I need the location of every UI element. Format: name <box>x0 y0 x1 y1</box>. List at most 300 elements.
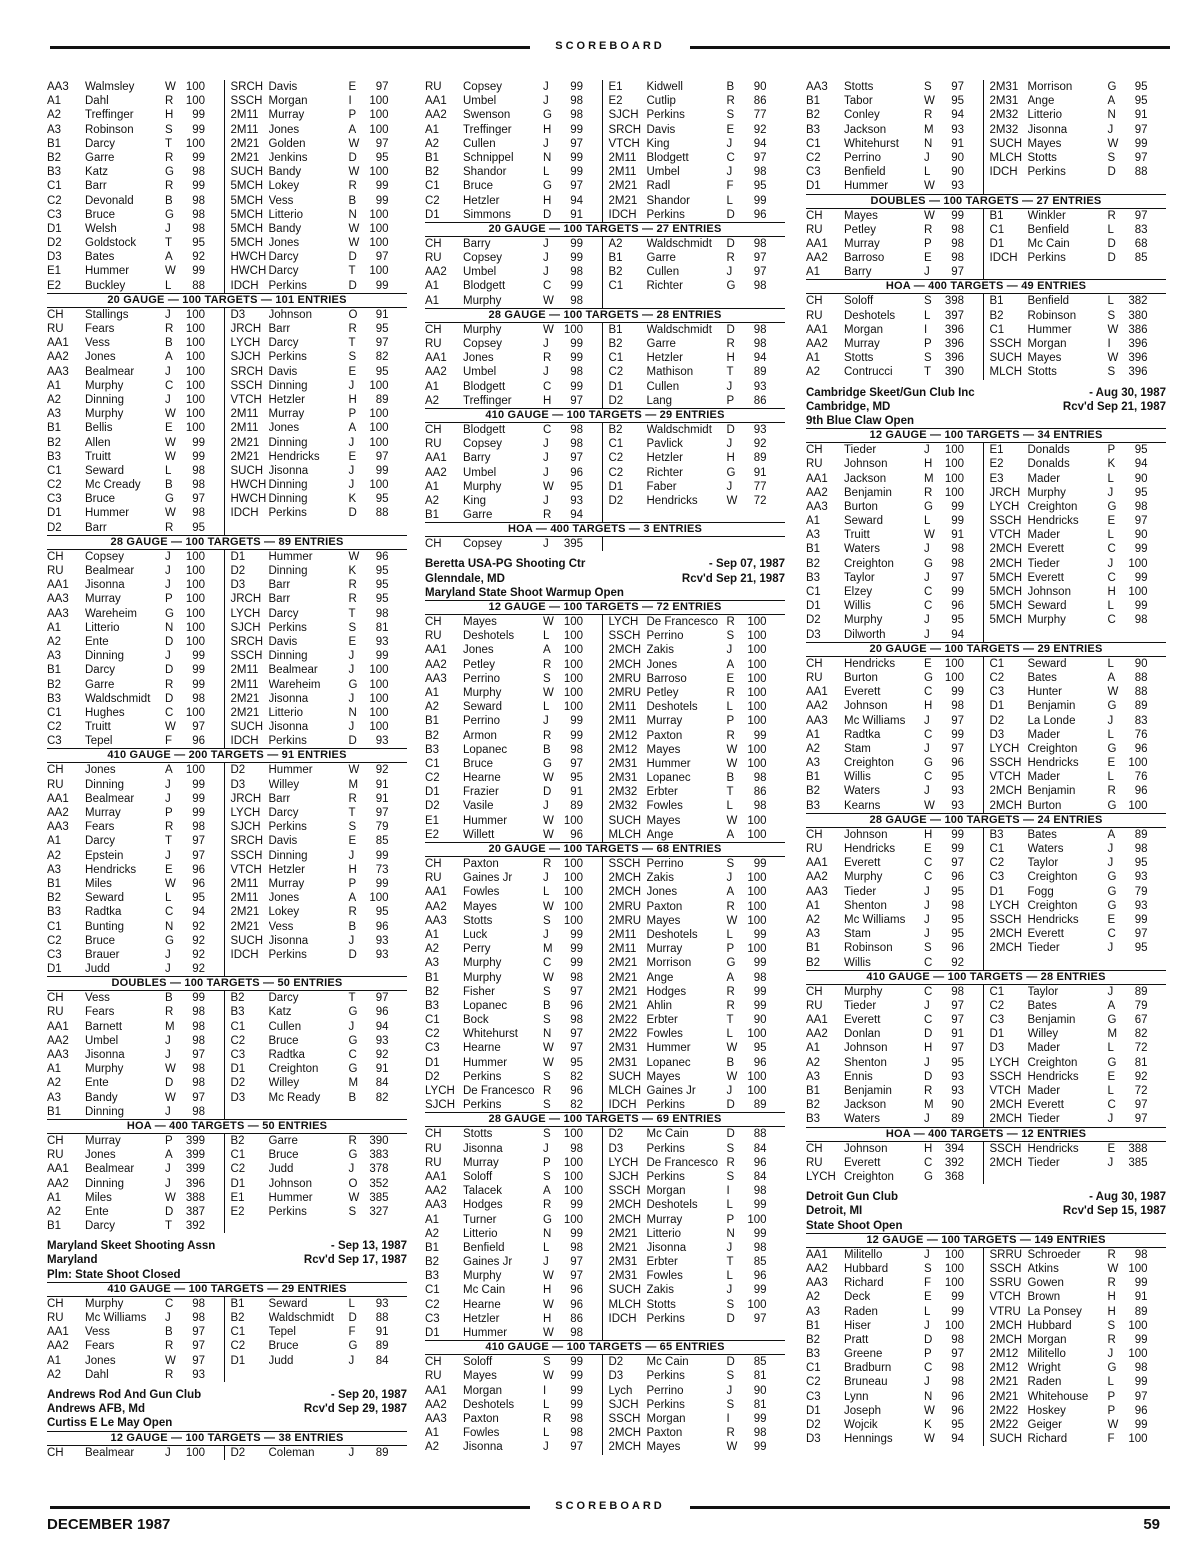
class-code: IDCH <box>608 208 637 221</box>
shooter-initial: J <box>543 366 549 379</box>
shooter-name: Perkins <box>1027 166 1066 179</box>
result-row <box>231 877 408 891</box>
class-code: E1 <box>989 444 1004 457</box>
class-code: AA2 <box>806 700 828 713</box>
meet-line-2 <box>47 1402 407 1416</box>
class-code: SSCH <box>230 650 263 663</box>
score: 99 <box>570 81 583 93</box>
shooter-initial: P <box>1107 1404 1116 1417</box>
class-code: 5MCH <box>230 222 264 235</box>
result-row <box>609 828 786 842</box>
result-row <box>609 757 786 771</box>
class-code: B1 <box>230 1297 245 1310</box>
shooter-initial: C <box>543 957 552 970</box>
result-row <box>425 80 602 94</box>
class-code: AA1 <box>425 452 447 465</box>
result-row <box>609 914 786 928</box>
results-table <box>806 1248 1166 1447</box>
result-row <box>990 1027 1167 1041</box>
class-code: A2 <box>425 394 440 407</box>
shooter-name: Brown <box>1027 1291 1061 1304</box>
shooter-initial: L <box>543 166 550 179</box>
shooter-name: Radtka <box>844 728 881 741</box>
results-left <box>806 443 983 642</box>
meet-place: Detroit, MI <box>806 1205 863 1218</box>
class-code: 2M32 <box>989 109 1019 122</box>
shooter-initial: B <box>543 999 551 1012</box>
class-code: SJCH <box>608 1398 639 1411</box>
class-code: SJCH <box>230 821 261 834</box>
result-row <box>47 236 224 250</box>
shooter-initial: J <box>924 571 930 584</box>
score: 97 <box>951 714 964 727</box>
class-code: 2M21 <box>230 450 260 463</box>
shooter-initial: T <box>348 337 356 350</box>
shooter-name: Perkins <box>268 279 307 292</box>
shooter-name: Barry <box>844 266 872 279</box>
class-code: B1 <box>806 1085 821 1098</box>
class-code: 2MRU <box>608 686 642 699</box>
result-row <box>425 629 602 643</box>
shooter-initial: W <box>165 408 176 421</box>
class-code: E2 <box>989 458 1004 471</box>
result-row <box>990 1390 1167 1404</box>
class-code: AA2 <box>806 486 828 499</box>
shooter-name: Greene <box>844 1348 883 1361</box>
shooter-initial: H <box>348 863 357 876</box>
shooter-initial: L <box>1107 223 1114 236</box>
class-code: AA2 <box>47 807 69 819</box>
score: 93 <box>192 1368 205 1381</box>
result-row <box>425 437 602 451</box>
result-row <box>806 799 983 813</box>
score: 91 <box>375 792 389 805</box>
result-row <box>47 806 224 820</box>
shooter-initial: A <box>348 422 357 435</box>
result-row <box>990 542 1167 556</box>
score: 90 <box>951 1099 964 1112</box>
results-left <box>806 1248 983 1447</box>
shooter-name: Gaines Jr <box>646 1085 696 1098</box>
class-code: RU <box>425 338 442 350</box>
class-code: 2MCH <box>989 557 1023 570</box>
shooter-initial: S <box>543 1014 551 1027</box>
class-code: A1 <box>425 1427 440 1440</box>
event-header: 12 GAUGE — 100 TARGETS — 72 ENTRIES <box>425 600 785 615</box>
shooter-name: Seward <box>268 1297 308 1310</box>
shooter-initial: W <box>924 1433 935 1446</box>
result-row <box>806 365 983 379</box>
shooter-initial: L <box>1107 472 1114 485</box>
score: 97 <box>192 1326 205 1339</box>
score: 93 <box>375 934 389 947</box>
result-row <box>425 165 602 179</box>
class-code: E1 <box>425 814 440 827</box>
shooter-name: Murray <box>463 1156 499 1169</box>
score: 99 <box>192 792 205 805</box>
result-row <box>609 337 786 351</box>
class-code: D2 <box>230 565 246 577</box>
class-code: 2M31 <box>608 1056 638 1069</box>
score: 98 <box>1134 1248 1148 1261</box>
shooter-initial: R <box>348 792 357 805</box>
score: 97 <box>375 992 389 1005</box>
score: 98 <box>753 971 767 984</box>
class-code: C2 <box>230 1340 246 1353</box>
class-code: C1 <box>230 1149 246 1162</box>
shooter-initial: E <box>348 635 357 648</box>
shooter-name: Benfield <box>1027 295 1070 308</box>
result-row <box>231 863 408 877</box>
shooter-initial: E <box>726 123 735 136</box>
shooter-initial: R <box>1107 785 1116 798</box>
shooter-name: Murphy <box>1027 486 1066 499</box>
result-row <box>990 123 1167 137</box>
shooter-initial: P <box>348 877 357 890</box>
score: 89 <box>951 1113 964 1126</box>
results-table <box>806 443 1166 642</box>
score: 98 <box>192 222 205 235</box>
result-row <box>609 857 786 871</box>
class-code: A3 <box>806 1070 821 1083</box>
shooter-initial: B <box>348 1091 357 1104</box>
result-row <box>806 151 983 165</box>
shooter-name: Deshotels <box>646 928 698 941</box>
score: 98 <box>570 1014 583 1027</box>
shooter-initial: R <box>543 1412 552 1425</box>
shooter-name: Perkins <box>268 1205 307 1218</box>
score: 97 <box>570 1256 583 1269</box>
score: 96 <box>1134 742 1148 755</box>
shooter-name: Creighton <box>844 1170 894 1183</box>
score: 97 <box>753 266 767 279</box>
result-row <box>425 700 602 714</box>
score: 97 <box>951 81 964 93</box>
shooter-initial: B <box>165 992 173 1005</box>
class-code: A1 <box>425 686 440 699</box>
shooter-name: Wojcik <box>844 1419 878 1432</box>
shooter-name: Mayes <box>1027 137 1062 150</box>
result-row <box>231 692 408 706</box>
shooter-initial: G <box>165 208 174 221</box>
score: 100 <box>944 458 964 471</box>
result-row <box>806 209 983 223</box>
class-code: 2M21 <box>230 906 260 919</box>
class-code: B1 <box>47 664 62 677</box>
shooter-name: Whitehouse <box>1027 1390 1089 1403</box>
score: 95 <box>192 237 205 250</box>
result-row <box>806 1248 983 1262</box>
result-row <box>806 599 983 613</box>
shooter-initial: J <box>543 438 549 451</box>
result-row <box>609 1213 786 1227</box>
score: 97 <box>951 857 964 870</box>
shooter-name: Zakis <box>646 872 674 885</box>
score: 97 <box>570 452 583 465</box>
class-code: C1 <box>989 323 1005 336</box>
class-code: 2M11 <box>230 892 259 905</box>
shooter-initial: H <box>726 352 735 365</box>
result-row <box>231 734 408 748</box>
shooter-initial: S <box>165 123 173 136</box>
shooter-name: Dinning <box>268 379 308 392</box>
shooter-name: Murray <box>85 807 121 819</box>
class-code: D1 <box>425 208 440 221</box>
shooter-name: Donalds <box>1027 458 1070 471</box>
shooter-initial: W <box>726 1042 738 1055</box>
shooter-initial: T <box>924 366 932 379</box>
result-row <box>47 1368 224 1382</box>
result-row <box>47 820 224 834</box>
score: 100 <box>185 706 205 719</box>
class-code: D2 <box>608 1128 624 1141</box>
class-code: A1 <box>425 294 440 307</box>
shooter-name: De Francesco <box>463 1085 535 1098</box>
shooter-name: Jenkins <box>268 151 308 164</box>
result-row <box>806 1013 983 1027</box>
result-row <box>231 778 408 792</box>
class-code: AA2 <box>806 871 828 884</box>
class-code: B1 <box>806 942 821 955</box>
shooter-initial: L <box>1107 657 1114 670</box>
class-code: 2MCH <box>989 1333 1023 1346</box>
shooter-initial: D <box>726 237 735 250</box>
shooter-initial: J <box>165 579 171 592</box>
result-row <box>990 941 1167 955</box>
shooter-initial: J <box>543 494 549 507</box>
class-code: CH <box>425 423 442 436</box>
shooter-name: Perkins <box>268 621 307 634</box>
result-row <box>231 849 408 863</box>
score: 99 <box>753 729 767 742</box>
shooter-initial: W <box>1107 352 1119 365</box>
shooter-name: Jones <box>85 764 116 777</box>
shooter-initial: S <box>543 1099 551 1112</box>
score: 88 <box>375 507 389 520</box>
shooter-initial: J <box>165 1049 171 1061</box>
shooter-initial: W <box>1107 686 1119 699</box>
shooter-name: Lang <box>646 394 673 407</box>
shooter-name: Hodges <box>646 985 687 998</box>
class-code: A2 <box>425 943 440 956</box>
shooter-name: Perkins <box>1027 252 1066 265</box>
shooter-name: Barroso <box>844 252 885 265</box>
result-row <box>47 1134 224 1148</box>
shooter-initial: J <box>543 1142 549 1155</box>
result-row <box>425 108 602 122</box>
shooter-name: Tieder <box>1027 942 1060 955</box>
class-code: D2 <box>425 800 440 813</box>
shooter-initial: J <box>165 849 171 862</box>
shooter-initial: W <box>543 480 554 493</box>
score: 89 <box>753 452 767 465</box>
class-code: AA2 <box>425 900 447 913</box>
shooter-initial: H <box>543 123 552 136</box>
score: 98 <box>192 1312 205 1325</box>
meet-date: - Aug 30, 1987 <box>1089 1191 1166 1204</box>
class-code: D1 <box>989 885 1005 898</box>
class-code: D1 <box>230 550 246 563</box>
result-row <box>609 672 786 686</box>
result-row <box>47 393 224 407</box>
class-code: 2M21 <box>230 692 260 705</box>
results-table <box>806 80 1166 194</box>
shooter-name: Barr <box>268 792 291 805</box>
score: 97 <box>951 1042 964 1055</box>
class-code: 2MRU <box>608 914 642 927</box>
shooter-name: Dinning <box>85 1177 124 1190</box>
shooter-name: Mayes <box>844 209 878 222</box>
class-code: MLCH <box>989 366 1023 379</box>
score: 99 <box>192 180 205 193</box>
score: 100 <box>747 828 767 841</box>
result-row <box>47 792 224 806</box>
results-left <box>806 209 983 280</box>
shooter-initial: R <box>348 1134 357 1147</box>
class-code: C3 <box>47 493 62 506</box>
class-code: 2MCH <box>608 1427 642 1440</box>
class-code: AA2 <box>425 466 447 479</box>
result-row <box>990 671 1167 685</box>
class-code: HWCH <box>230 265 267 278</box>
result-row <box>47 1162 224 1176</box>
result-row <box>990 165 1167 179</box>
shooter-initial: S <box>924 942 932 955</box>
result-row <box>990 251 1167 265</box>
result-row <box>806 1290 983 1304</box>
result-row <box>231 1034 408 1048</box>
result-row <box>806 294 983 308</box>
shooter-initial: W <box>543 1370 554 1383</box>
class-code: C3 <box>47 735 62 748</box>
results-table <box>425 615 785 842</box>
meet-line-1 <box>806 386 1166 400</box>
class-code: AA1 <box>47 1163 69 1176</box>
class-code: C1 <box>608 280 624 293</box>
shooter-name: Radl <box>646 180 671 193</box>
class-code: B2 <box>47 678 62 691</box>
result-row <box>425 480 602 494</box>
results-table <box>47 550 407 749</box>
shooter-name: Hendricks <box>1027 1142 1079 1155</box>
results-right <box>602 1355 786 1454</box>
score: 95 <box>1134 95 1148 108</box>
score: 380 <box>1128 309 1148 322</box>
shooter-name: Mader <box>1027 529 1061 542</box>
shooter-initial: W <box>165 877 176 890</box>
score: 100 <box>369 692 389 705</box>
score: 84 <box>753 1170 767 1183</box>
class-code: IDCH <box>989 166 1018 179</box>
shooter-initial: C <box>1107 571 1116 584</box>
class-code: 2M21 <box>230 137 260 150</box>
class-code: D3 <box>989 1042 1005 1055</box>
score: 92 <box>192 934 205 947</box>
shooter-name: Morrison <box>646 957 692 970</box>
score: 86 <box>753 394 767 407</box>
shooter-name: Litterio <box>1027 109 1063 122</box>
score: 100 <box>944 671 964 684</box>
meet-line-1 <box>425 557 785 571</box>
result-row <box>425 423 602 437</box>
class-code: 2M21 <box>608 957 638 970</box>
result-row <box>47 365 224 379</box>
shooter-initial: W <box>348 764 360 777</box>
shooter-initial: R <box>726 999 735 1012</box>
shooter-initial: W <box>165 436 176 449</box>
shooter-name: Petley <box>463 658 495 671</box>
score: 95 <box>753 1042 767 1055</box>
shooter-initial: W <box>348 550 360 563</box>
shooter-initial: E <box>1107 1070 1116 1083</box>
class-code: D2 <box>230 764 246 777</box>
shooter-name: Robinson <box>844 942 893 955</box>
shooter-name: Copsey <box>463 538 502 551</box>
shooter-initial: S <box>543 1070 551 1083</box>
shooter-initial: B <box>726 1056 735 1069</box>
class-code: C1 <box>425 1284 440 1297</box>
score: 98 <box>570 109 583 122</box>
results-table <box>47 991 407 1119</box>
shooter-name: Hendricks <box>844 843 896 856</box>
shooter-name: Creighton <box>1027 500 1078 513</box>
shooter-initial: G <box>348 1034 358 1047</box>
class-code: AA3 <box>806 81 828 93</box>
result-row <box>609 380 786 394</box>
result-row <box>990 500 1167 514</box>
shooter-initial: L <box>924 309 931 322</box>
result-row <box>231 165 408 179</box>
shooter-name: Mayes <box>1027 352 1062 365</box>
class-code: SUCH <box>230 464 264 477</box>
shooter-initial: J <box>543 252 549 265</box>
class-code: A1 <box>425 123 440 136</box>
shooter-initial: P <box>543 1156 551 1169</box>
class-code: AA1 <box>806 472 828 485</box>
shooter-initial: E <box>348 81 357 93</box>
shooter-name: Darcy <box>268 251 299 264</box>
class-code: SRRU <box>989 1248 1023 1261</box>
score: 96 <box>570 999 583 1012</box>
score: 76 <box>1134 728 1148 741</box>
shooter-initial: A <box>726 828 735 841</box>
result-row <box>231 436 408 450</box>
meet-date: - Aug 30, 1987 <box>1089 386 1166 399</box>
score: 95 <box>951 928 964 941</box>
result-row <box>231 1177 408 1191</box>
score: 96 <box>753 1156 767 1169</box>
class-code: 2M22 <box>608 1014 638 1027</box>
shooter-initial: C <box>543 280 552 293</box>
meet-line-1 <box>47 1388 407 1402</box>
shooter-name: Hendricks <box>268 450 320 463</box>
result-row <box>806 784 983 798</box>
shooter-name: Everett <box>844 686 881 699</box>
class-code: C1 <box>47 706 62 719</box>
shooter-name: Dahl <box>85 1368 109 1381</box>
shooter-initial: D <box>726 1128 735 1141</box>
result-row <box>806 927 983 941</box>
score: 88 <box>1134 671 1148 684</box>
score: 99 <box>570 1370 583 1383</box>
class-code: CH <box>806 295 823 308</box>
result-row <box>425 900 602 914</box>
shooter-initial: W <box>1107 323 1119 336</box>
shooter-initial: W <box>726 757 738 770</box>
shooter-initial: C <box>165 379 174 392</box>
shooter-initial: W <box>348 222 360 235</box>
shooter-initial: C <box>1107 928 1116 941</box>
